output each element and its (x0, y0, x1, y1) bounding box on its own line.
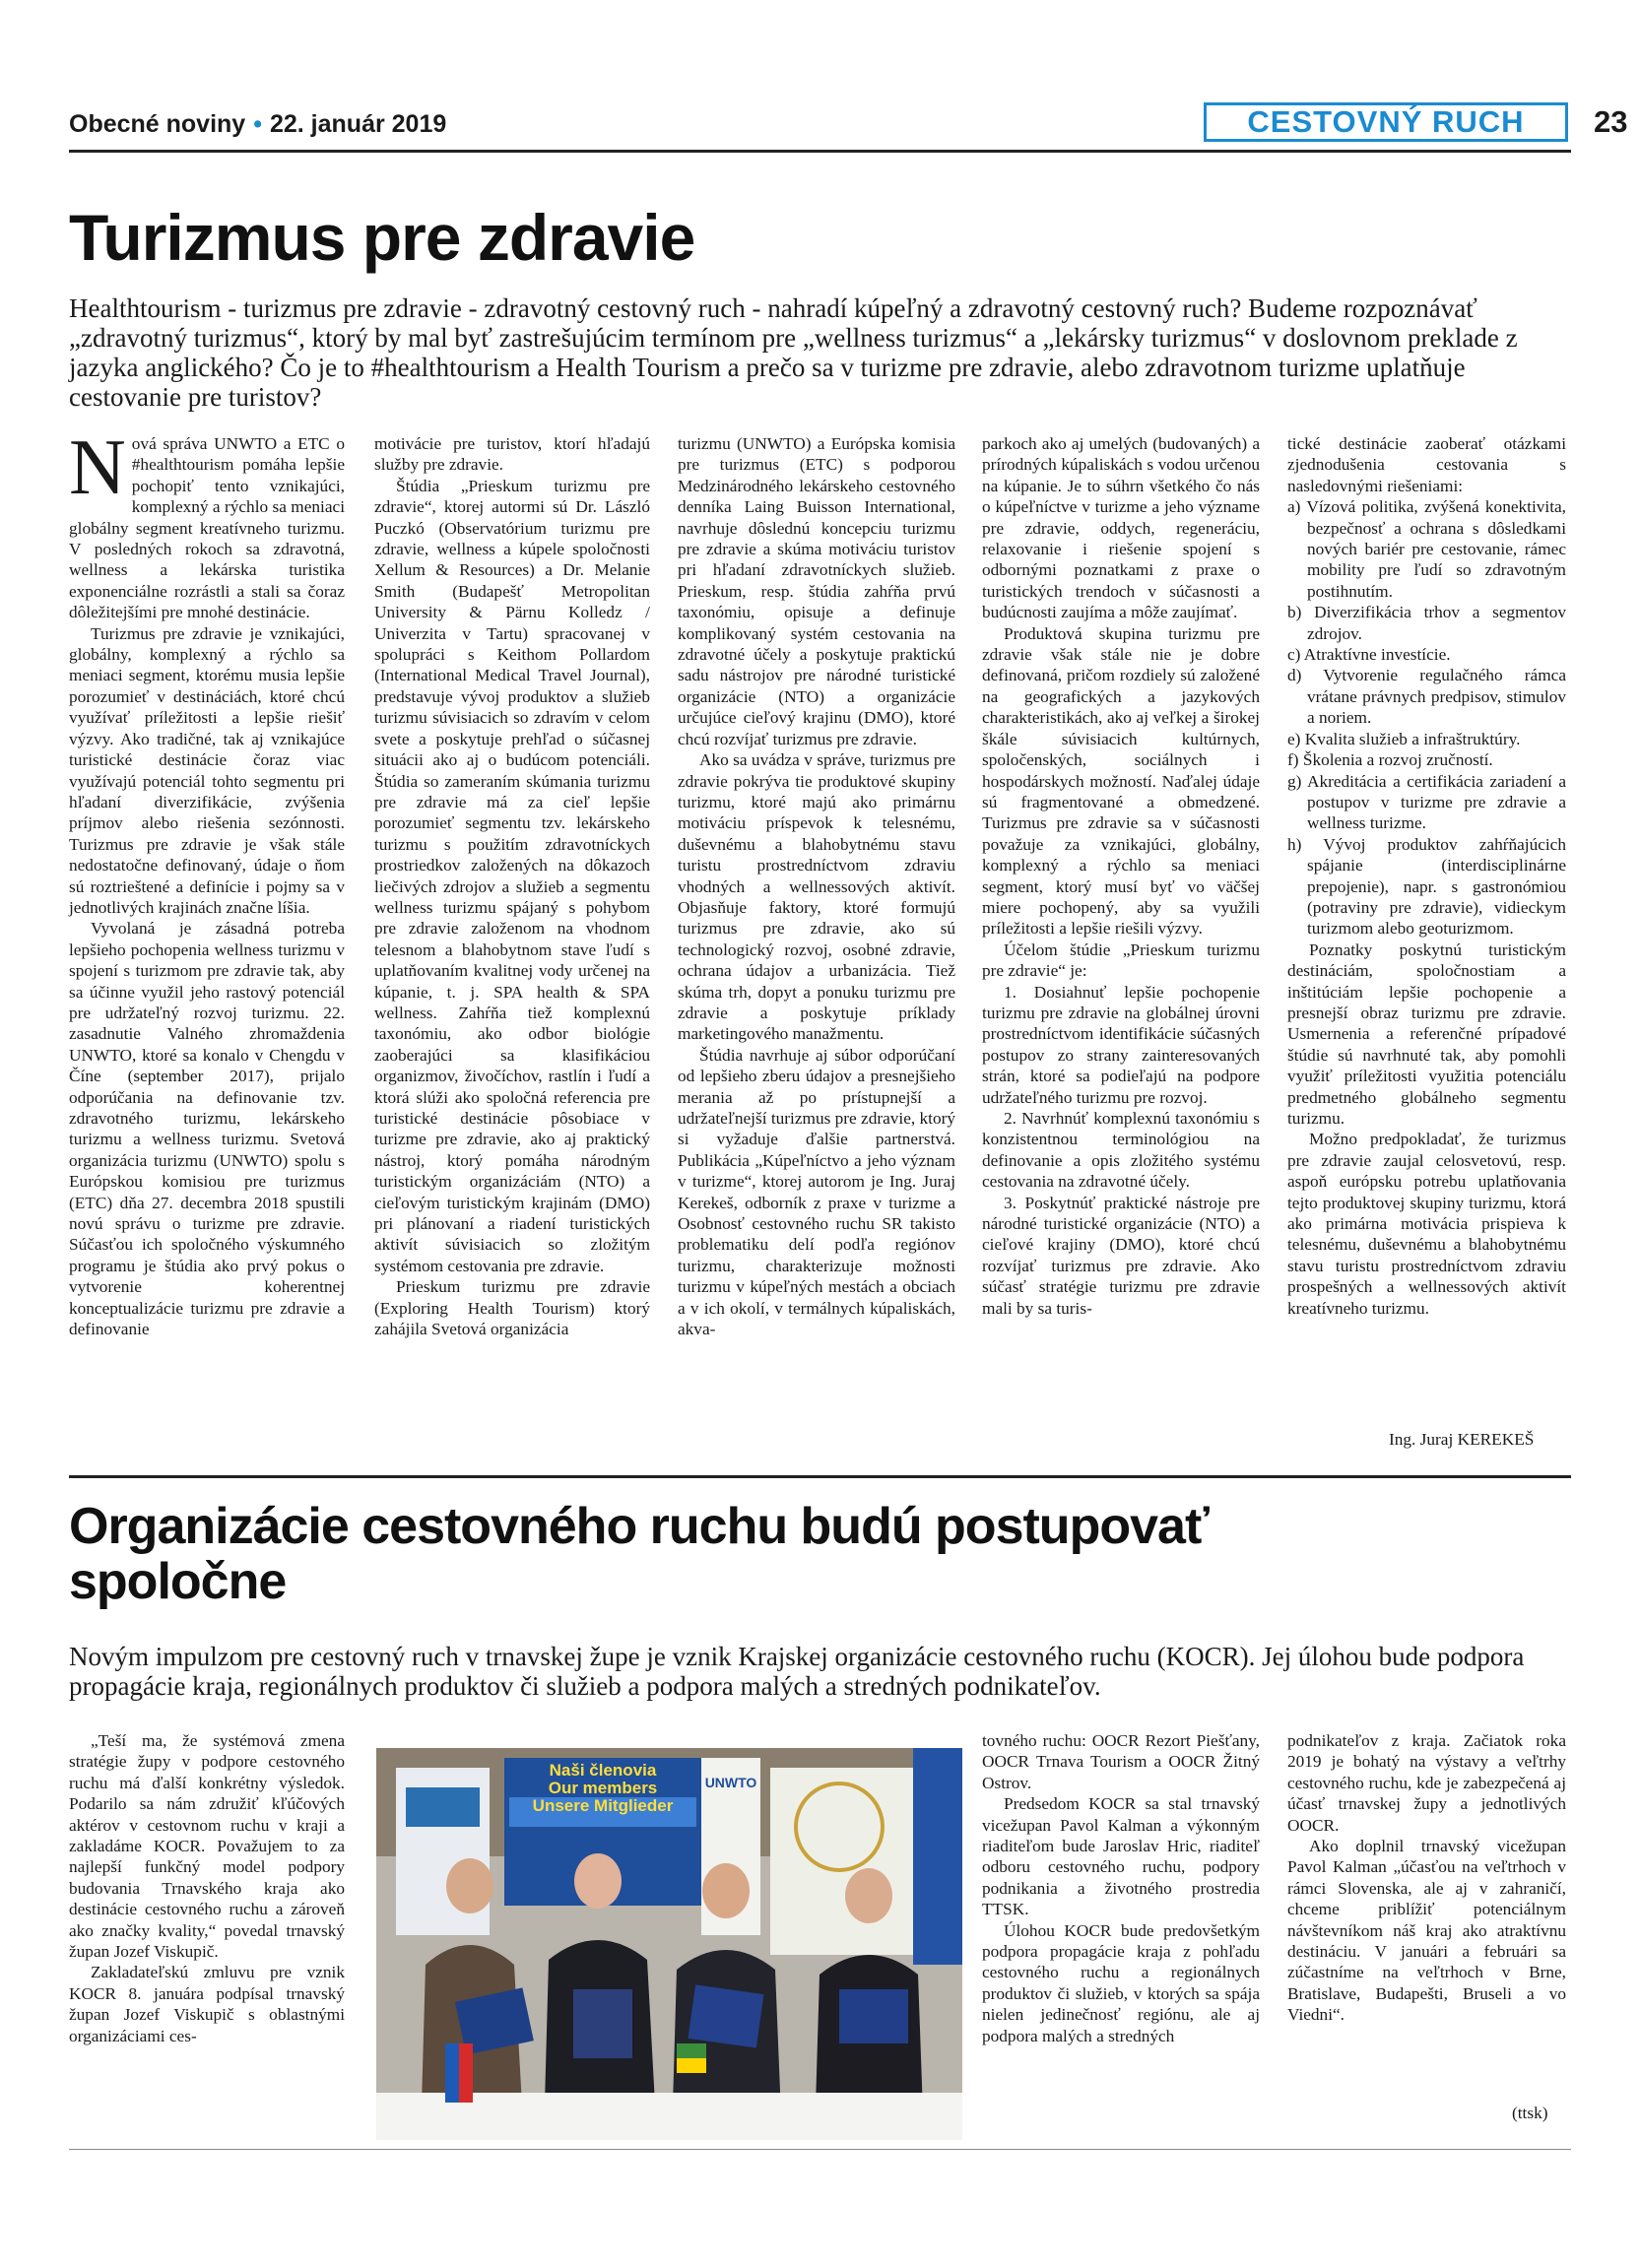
article2-paragraph: Úlohou KOCR bude predovšetkým podpora propagácie kraja z pohľadu cestovného ruchu a regionálnych produktov či služieb, v ktorých sa spája nielen jedinečnosť regiónu, ale aj podpora malých a stredných (982, 1920, 1260, 2045)
drop-cap: N (69, 424, 126, 511)
article1-paragraph: tické destinácie zaoberať otázkami zjednodušenia cestovania s nasledovnými riešeniami: (1287, 434, 1566, 495)
article1-column-3 (678, 433, 955, 1339)
list-item: d) Vytvorenie regulačného rámca vrátane právnych predpisov, stimulov a noriem. (1287, 666, 1566, 728)
article1-paragraph: Štúdia „Prieskum turizmu pre zdravie“, ktorej autormi sú Dr. László Puczkó (Observatórium turizmu pre zdravie, wellness a kúpele spoločnosti Xellum & Resources) a Dr. Melanie Smith (Budapešť Metropolitan University & Pärnu Kolledz / Univerzita v Tartu) spracovanej v spolupráci s Keithom Pollardom (International Medical Travel Journal), predstavuje vývoj produktov a služieb turizmu súvisiacich so zdravím v celom svete a poskytuje prehľad o súčasnej situácii ako aj o budúcom potenciáli. Štúdia so zameraním skúmania turizmu pre zdravie má za cieľ lepšie porozumieť segmentu tzv. lekárskeho turizmu s použitím zdravotníckych prostriedkov založených na dôkazoch liečivých zdrojov a služieb a segmentu wellness turizmu spájaný s pohybom pre zdravie založenom na vhodnom telesnom a blahobytnom stave ľudí s uplatňovaním kvalitnej vody určenej na kúpanie, t. j. SPA health & SPA wellness. Zahŕňa tiež komplexnú taxonómiu, ako odbor biológie zaoberajúci sa klasifikáciou organizmov, živočíchov, rastlín i ľudí a ktorá slúži ako spoločná referencia pre turistické destinácie pôsobiace v turizme pre zdravie, ako aj praktický nástroj, ktorý pomáha národným turistickým organizáciám (NTO) a cieľovým turistickým krajinám (DMO) pri plánovaní a riadení turistických aktivít súvisiacich so zložitým systémom cestovania pre zdravie. (374, 476, 650, 1275)
article1-paragraph: Možno predpokladať, že turizmus pre zdravie zaujal celosvetovú, resp. aspoň európsku potrebu uplatňovania tejto produktovej skupiny turizmu, ktorá ako primárna motivácia prispieva k telesnému, duševnému a blahobytnému stavu turistu prostredníctvom zdraviu prospešných a wellnessových aktivít kreatívneho turizmu. (1287, 1130, 1566, 1318)
list-item: h) Vývoj produktov zahŕňajúcich spájanie (interdisciplinárne prepojenie), napr. s gastronómiou (potraviny pre zdravie), vidieckym turizmom alebo geoturizmom. (1287, 834, 1566, 939)
article1-paragraph: Poznatky poskytnú turistickým destináciám, spoločnostiam a inštitúciám lepšie pochopenie a presnejší obraz turizmu pre zdravie. Usmernenia a referenčné prípadové štúdie sú navrhnuté tak, aby pomohli využiť príležitosti využitia potenciálu predmetného globálneho segmentu turizmu. (1287, 940, 1566, 1128)
article1-column-4 (982, 433, 1260, 1319)
article2-lead: Novým impulzom pre cestovný ruch v trnavskej župe je vznik Krajskej organizácie cestovného ruchu (KOCR). Jej úlohou bude podpora propagácie kraja, regionálnych produktov či služieb a podpora malých a stredných podnikateľov. (69, 1642, 1525, 1701)
article2-paragraph: Zakladateľskú zmluvu pre vznik KOCR 8. januára podpísal trnavský župan Jozef Viskupič s oblastnými organizáciami ces- (69, 1963, 345, 2045)
list-item: e) Kvalita služieb a infraštruktúry. (1287, 729, 1521, 748)
page-header (69, 102, 1628, 148)
list-item: g) Akreditácia a certifikácia zariadení a postupov v turizme pre zdravie a wellness turizme. (1287, 771, 1566, 833)
article1-paragraph: Štúdia navrhuje aj súbor odporúčaní od lepšieho zberu údajov a presnejšieho merania až po prístupnejší a udržateľnejší turizmus pre zdravie, ktorý si vyžaduje ďalšie partnerstvá. Publikácia „Kúpeľníctvo a jeho význam v turizme“, ktorej autorom je Ing. Juraj Kerekeš, odborník z praxe v turizme a Osobnosť cestovného ruchu SR takisto problematiku delí podľa regiónov turizmu, charakterizuje možnosti turizmu v kúpeľných mestách a obciach a v ich okolí, v termálnych kúpaliskách, akva- (678, 1045, 955, 1339)
article1-paragraph: Turizmus pre zdravie je vznikajúci, globálny, komplexný a rýchlo sa meniaci segment, ktorému musia lepšie porozumieť v destináciách, ktoré chcú využívať príležitosti a lepšie riešiť výzvy. Ako tradičné, tak aj vznikajúce turistické destinácie čoraz viac využívajú potenciál tohto segmentu pri hľadaní diverzifikácie, zvýšenia príjmov alebo riešenia sezónnosti. Turizmus pre zdravie je však stále nedostatočne definovaný, údaje o ňom sú roztrieštené a definície i pojmy sa v jednotlivých krajinách značne líšia. (69, 623, 345, 917)
publication-name: Obecné noviny (69, 110, 246, 138)
article1-lead: Healthtourism - turizmus pre zdravie - zdravotný cestovný ruch - nahradí kúpeľný a zdravotný cestovný ruch? Budeme rozpoznávať „zdravotný turizmus“, ktorý by mal byť zastrešujúcim termínom pre „wellness turizmus“ a „lekársky turizmus“ v doslovnom preklade z jazyka anglického? Čo je to #healthtourism a Health Tourism a prečo sa v turizme pre zdravie, alebo zdravotnom turizme uplatňuje cestovanie pre turistov? (69, 293, 1518, 412)
article1-paragraph: Prieskum turizmu pre zdravie (Exploring Health Tourism) ktorý zahájila Svetová organizácia (374, 1277, 650, 1339)
list-item: a) Vízová politika, zvýšená konektivita, bezpečnosť a ochrana s dôsledkami nových bariér pre cestovanie, rámec mobility pre ľudí so zdravotným postihnutím. (1287, 497, 1566, 601)
article1-paragraph: Ako sa uvádza v správe, turizmus pre zdravie pokrýva tie produktové skupiny turizmu, ktoré majú ako primárnu motiváciu príspevok k telesnému, duševnému a blahobytnému stavu turistu prostredníctvom zdraviu vhodných a wellnessových aktivít. Objasňuje faktory, ktoré formujú turizmus pre zdravie, ako sú technologický rozvoj, osobné zdravie, ochrana údajov a urbanizácia. Tiež skúma trh, dopyt a ponuku turizmu pre zdravie a poskytuje príklady marketingového manažmentu. (678, 750, 955, 1044)
article1-paragraph: Produktová skupina turizmu pre zdravie však stále nie je dobre definovaná, pričom rozdiely sú založené na geografických a jazykových charakteristikách, ako aj veľkej a širokej škále súvisiacich kultúrnych, spoločenských, sociálnych i hospodárskych možností. Naďalej údaje sú fragmentované a obmedzené. Turizmus pre zdravie sa v súčasnosti považuje za vznikajúci, globálny, komplexný a rýchlo sa meniaci segment, ktorý musí byť vo väčšej miere pochopený, aby sa využili príležitosti a lepšie riešili výzvy. (982, 623, 1260, 939)
list-item: f) Školenia a rozvoj zručností. (1287, 750, 1493, 770)
list-item: b) Diverzifikácia trhov a segmentov zdrojov. (1287, 603, 1566, 643)
article1-paragraph: 2. Navrhnúť komplexnú taxonómiu s konzistentnou terminológiou na definovanie a opis zložitého systému cestovania na zdravotné účely. (982, 1109, 1260, 1192)
footer-rule (69, 2149, 1571, 2150)
publication-line (69, 110, 446, 139)
article1-paragraph: 1. Dosiahnuť lepšie pochopenie turizmu pre zdravie na globálnej úrovni prostredníctvom identifikácie súčasných postupov zo strany zainteresovaných strán, ktoré sa podieľajú na podpore udržateľného turizmu pre rozvoj. (982, 982, 1260, 1107)
rollup-text: UNWTO (704, 1775, 757, 1790)
article2-title: Organizácie cestovného ruchu budú postupovať spoločne (69, 1498, 1209, 1610)
article1-signature: Ing. Juraj KEREKEŠ (1389, 1430, 1535, 1449)
article2-paragraph: „Teší ma, že systémová zmena stratégie župy v podpore cestovného ruchu má ďalší konkrétny výsledok. Podarilo sa nám združiť kľúčových aktérov v cestovnom ruchu v kraji a zakladáme KOCR. Považujem to za najlepší funkčný model podpory budovania Trnavského kraja ako destinácie cestovného ruchu a zároveň ako značky kvality,“ povedal trnavský župan Jozef Viskupič. (69, 1731, 345, 1962)
article1-paragraph: Nová správa UNWTO a ETC o #healthtourism pomáha lepšie pochopiť tento vznikajúci, komplexný a rýchlo sa meniaci globálny segment kreatívneho turizmu. V posledných rokoch sa zdravotná, wellness a lekárska turistika exponenciálne rozrástli a stali sa čoraz dôležitejšími pre mnohé destinácie. (69, 424, 345, 622)
article2-paragraph: tovného ruchu: OOCR Rezort Piešťany, OOCR Trnava Tourism a OOCR Žitný Ostrov. (982, 1731, 1260, 1792)
article1-paragraph: turizmu (UNWTO) a Európska komisia pre turizmus (ETC) s podporou Medzinárodného lekárskeho cestovného denníka Laing Buisson International, navrhuje dôslednú koncepciu turizmu pre zdravie a skúma motiváciu turistov pri hľadaní zdravotníckych služieb. Prieskum, resp. štúdia zahŕňa prvú taxonómiu, opisuje a definuje komplikovaný systém cestovania na zdravotné účely a poskytuje praktickú sadu nástrojov pre národné turistické organizácie (NTO) a organizácie určujúce cieľový krajinu (DMO), ktoré chcú rozvíjať turizmus pre zdravie. (678, 434, 955, 748)
article2-column-3 (1287, 1730, 1566, 2026)
article1-paragraph: motivácie pre turistov, ktorí hľadajú služby pre zdravie. (374, 434, 650, 475)
article1-paragraph: parkoch ako aj umelých (budovaných) a prírodných kúpaliskách s vodou určenou na kúpanie. Je to súhrn všetkého čo nás o kúpeľníctve v turizme a jeho význame pre zdravie, oddych, regeneráciu, relaxovanie i riešenie spojení s odbornými poznatkami z praxe o turistických trendoch v súčasnosti a budúcnosti zaujíma a môže zaujímať. (982, 434, 1260, 622)
article-separator-rule (69, 1475, 1571, 1478)
banner-text-3: Unsere Mitglieder (532, 1796, 674, 1815)
article2-paragraph: Predsedom KOCR sa stal trnavský vicežupan Pavol Kalman a výkonným riaditeľom bude Jaroslav Hric, riaditeľ odboru cestovného ruchu, podpory podnikania a životného prostredia TTSK. (982, 1794, 1260, 1919)
header-rule (69, 150, 1571, 153)
article1-column-2 (374, 433, 650, 1339)
article1-title: Turizmus pre zdravie (69, 201, 695, 274)
issue-date: 22. január 2019 (269, 110, 447, 138)
article1-column-1 (69, 424, 345, 1339)
article1-paragraph: Vyvolaná je zásadná potreba lepšieho pochopenia wellness turizmu v spojení s turizmom pre zdravie tak, aby sa účinne využil jeho rastový potenciál pre udržateľný rozvoj turizmu. 22. zasadnutie Valného zhromaždenia UNWTO, ktoré sa konalo v Chengdu v Číne (september 2017), prijalo odporúčania na definovanie tzv. zdravotného turizmu, lekárskeho turizmu a wellness turizmu. Svetová organizácia turizmu (UNWTO) spolu s Európskou komisiou pre turizmus (ETC) dňa 27. decembra 2018 spustili novú správu o turizme pre zdravie. Súčasťou ich spoločného výskumného programu je štúdia ako prvý pokus o vytvorenie koherentnej konceptualizácie turizmu pre zdravie a definovanie (69, 919, 345, 1339)
article2-column-2 (982, 1730, 1260, 2046)
article2-paragraph: Ako doplnil trnavský vicežupan Pavol Kalman „účasťou na veľtrhoch v rámci Slovenska, ale aj v zahraničí, chceme priblížiť potenciálnym návštevníkom náš kraj ako atraktívnu destináciu. V januári a februári sa zúčastníme na veľtrhoch v Brne, Bratislave, Budapešti, Bruseli a vo Viedni“. (1287, 1837, 1566, 2025)
page-number: 23 (1594, 104, 1628, 139)
banner-text-1: Naši členovia (549, 1761, 657, 1780)
separator-dot: • (253, 110, 262, 138)
section-label: CESTOVNÝ RUCH (1204, 102, 1568, 142)
signing-ceremony-photo (376, 1748, 962, 2140)
list-item: c) Atraktívne investície. (1287, 645, 1451, 665)
article2-signature: (ttsk) (1512, 2104, 1548, 2122)
banner-text-2: Our members (548, 1779, 658, 1797)
article1-paragraph: Účelom štúdie „Prieskum turizmu pre zdravie“ je: (982, 940, 1260, 981)
article2-paragraph: podnikateľov z kraja. Začiatok roka 2019 je bohatý na výstavy a veľtrhy cestovného ruchu, kde je zabezpečená aj účasť trnavskej župy a jednotlivých OOCR. (1287, 1731, 1566, 1835)
article1-column-5 (1287, 433, 1566, 1319)
article2-column-1 (69, 1730, 345, 2046)
article1-paragraph: 3. Poskytnúť praktické nástroje pre národné turistické organizácie (NTO) a cieľové krajiny (DMO), ktoré chcú rozvíjať turizmus pre zdravie. Ako súčasť stratégie turizmu pre zdravie mali by sa turis- (982, 1193, 1260, 1318)
